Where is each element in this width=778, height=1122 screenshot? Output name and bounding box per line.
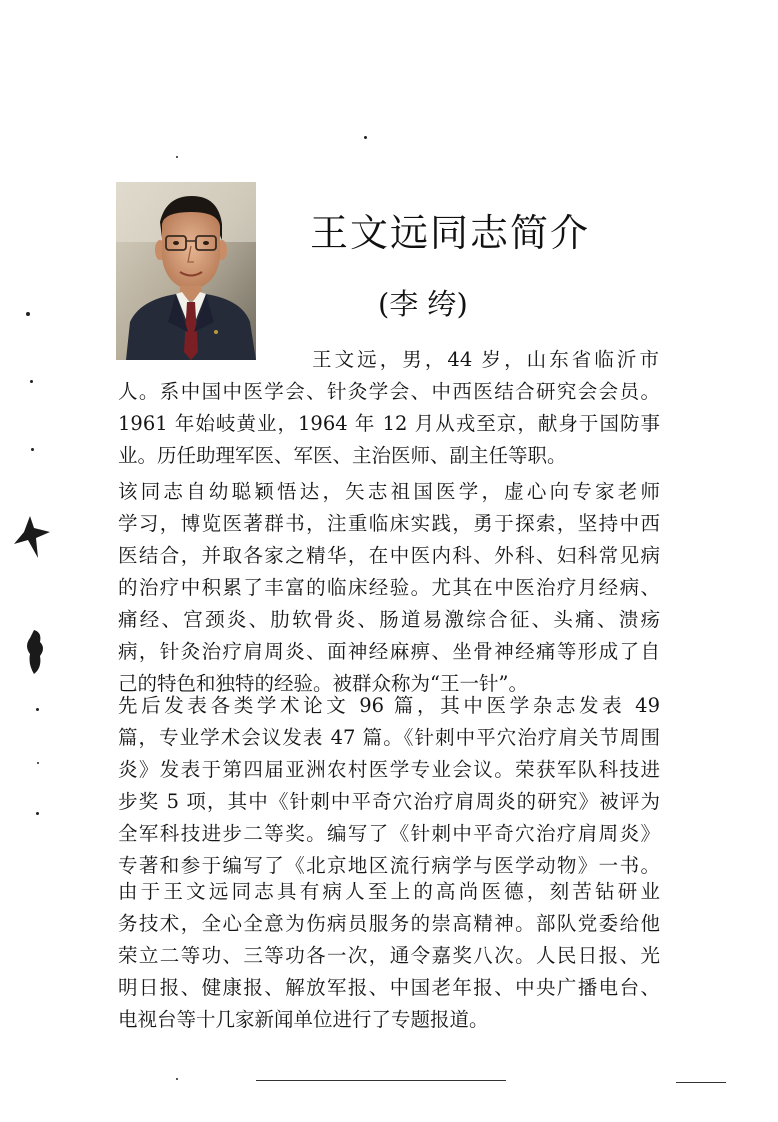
text-line: 人。系中国中医学会、针灸学会、中西医结合研究会会员。: [118, 380, 660, 403]
paragraph-2: [118, 476, 660, 700]
text-line: 由于王文远同志具有病人至上的高尚医德，刻苦钻研业: [118, 880, 660, 903]
scan-speck: [176, 156, 178, 158]
text-line: 篇，专业学术会议发表 47 篇。《针刺中平穴治疗肩关节周围: [118, 726, 660, 749]
text-line: 病，针灸治疗肩周炎、面神经麻痹、坐骨神经痛等形成了自: [118, 640, 660, 663]
text-line: 步奖 5 项，其中《针刺中平奇穴治疗肩周炎的研究》被评为: [118, 790, 660, 813]
scan-speck: [30, 380, 33, 383]
scan-speck: [176, 1078, 178, 1080]
scan-speck: [36, 708, 39, 711]
scan-speck: [37, 762, 39, 764]
text-line: 业。历任助理军医、军医、主治医师、副主任等职。: [118, 444, 567, 467]
text-line: 电视台等十几家新闻单位进行了专题报道。: [118, 1008, 489, 1031]
text-line: 该同志自幼聪颖悟达，矢志祖国医学，虚心向专家老师: [118, 480, 660, 503]
text-line: 学习，博览医著群书，注重临床实践，勇于探索，坚持中西: [118, 512, 660, 535]
scan-speck: [31, 448, 34, 451]
text-line: 务技术，全心全意为伤病员服务的崇高精神。部队党委给他: [118, 912, 660, 935]
bottom-rule: [256, 1080, 506, 1081]
paragraph-4: [118, 876, 660, 1036]
ink-blot-mark: [24, 628, 48, 676]
scan-speck: [36, 812, 39, 815]
paragraph-1-first-line: 王文远，男，44 岁，山东省临沂市: [312, 348, 659, 371]
portrait-image: [116, 182, 256, 360]
paragraph-1: [118, 376, 660, 472]
text-line: 明日报、健康报、解放军报、中国老年报、中央广播电台、: [118, 976, 660, 999]
text-line: 1961 年始岐黄业，1964 年 12 月从戎至京，献身于国防事: [118, 412, 660, 435]
text-line: 己的特色和独特的经验。被群众称为“王一针”。: [118, 672, 528, 695]
text-line: 先后发表各类学术论文 96 篇，其中医学杂志发表 49: [118, 694, 660, 717]
text-line: 荣立二等功、三等功各一次，通令嘉奖八次。人民日报、光: [118, 944, 660, 967]
page-title: 王文远同志简介: [310, 211, 591, 255]
text-line: 的治疗中积累了丰富的临床经验。尤其在中医治疗月经病、: [118, 576, 660, 599]
scan-speck: [26, 312, 30, 316]
bottom-rule: [676, 1082, 726, 1083]
ink-blot-mark: [10, 514, 54, 560]
text-line: 痛经、宫颈炎、肋软骨炎、肠道易激综合征、头痛、溃疡: [118, 608, 660, 631]
text-line: 炎》发表于第四届亚洲农村医学专业会议。荣获军队科技进: [118, 758, 660, 781]
author-name: (李 绔): [378, 287, 468, 321]
text-line: 全军科技进步二等奖。编写了《针刺中平奇穴治疗肩周炎》: [118, 822, 660, 845]
text-line: 医结合，并取各家之精华，在中医内科、外科、妇科常见病: [118, 544, 660, 567]
text-line: 专著和参于编写了《北京地区流行病学与医学动物》一书。: [118, 854, 660, 877]
scan-speck: [364, 136, 367, 139]
portrait-photo: [116, 182, 256, 360]
paragraph-3: [118, 690, 660, 882]
